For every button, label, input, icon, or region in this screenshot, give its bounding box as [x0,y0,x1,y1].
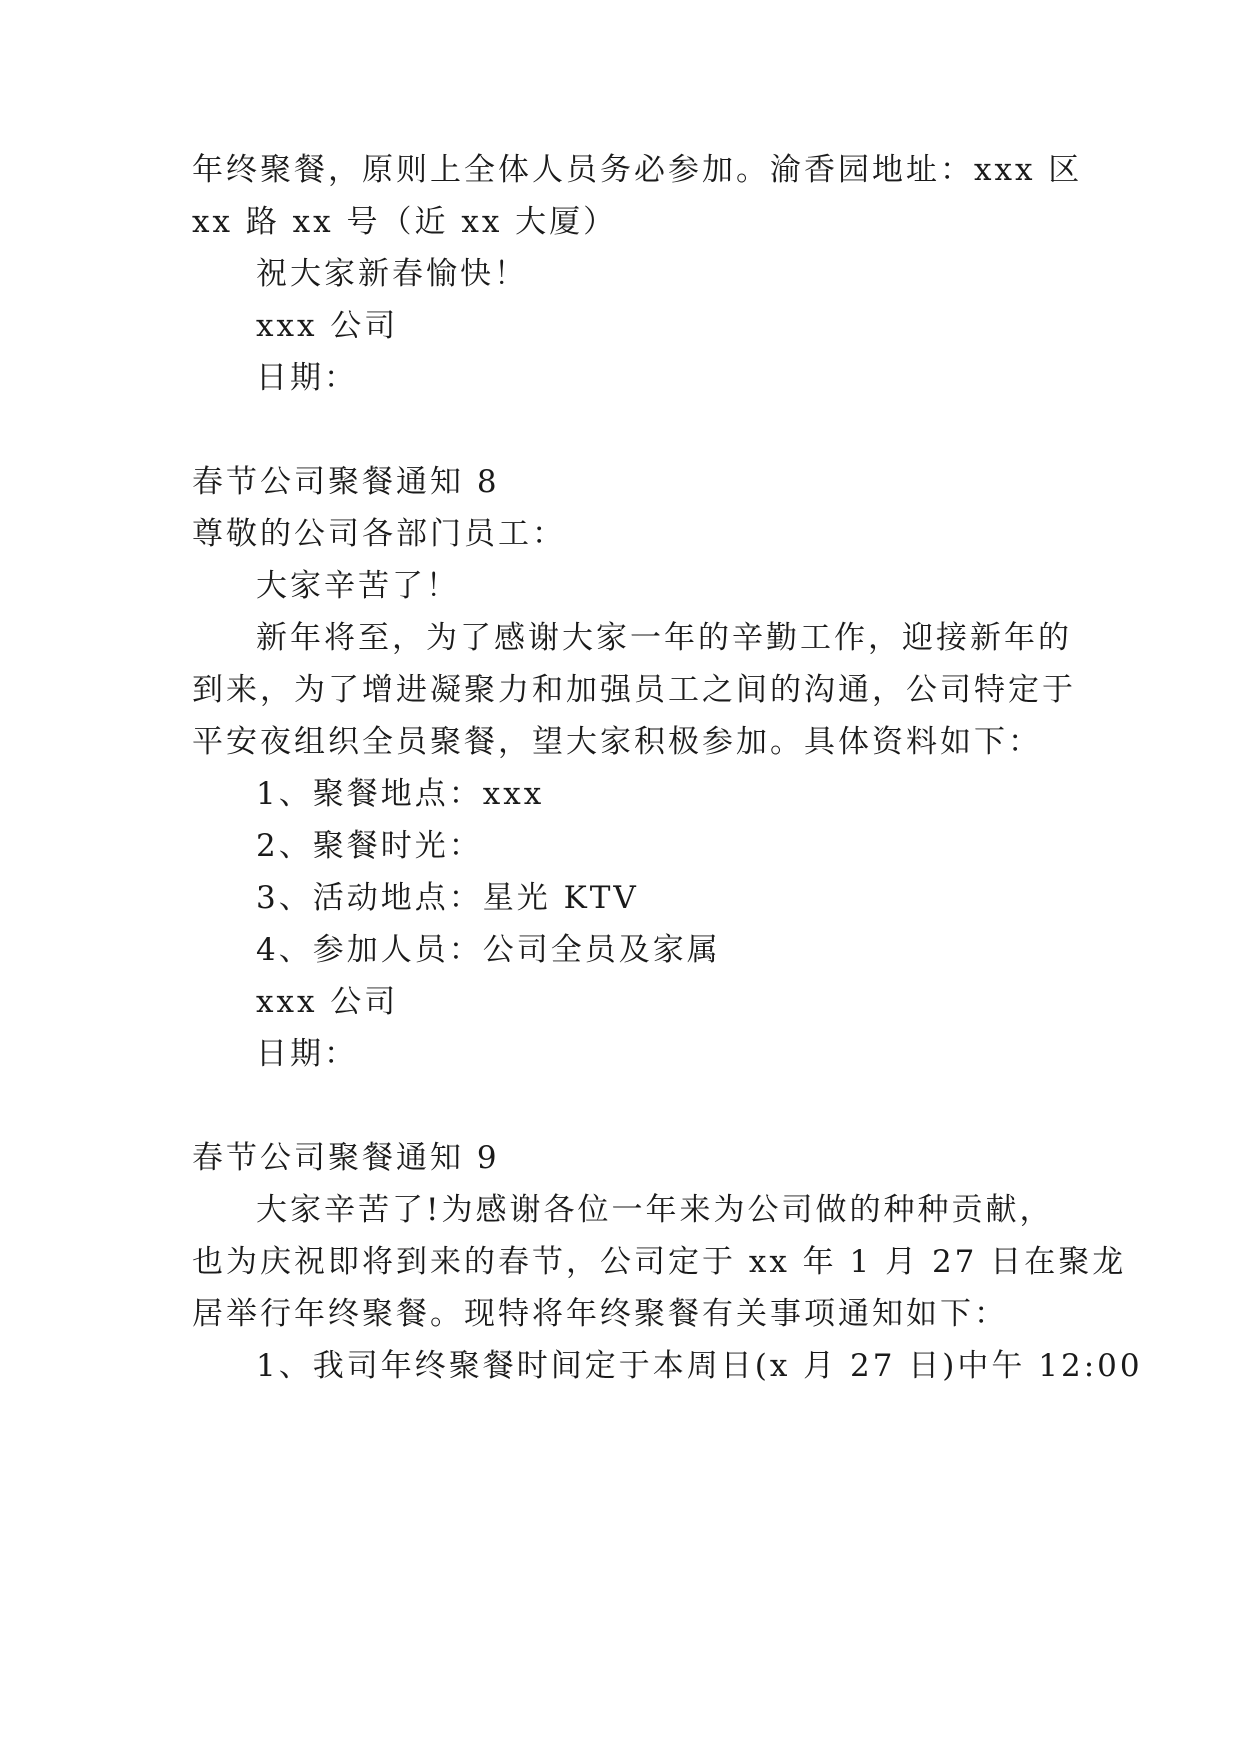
paragraph-line: 也为庆祝即将到来的春节，公司定于 xx 年 1 月 27 日在聚龙 [192,1244,1127,1280]
paragraph-line: 居举行年终聚餐。现特将年终聚餐有关事项通知如下： [192,1296,1008,1332]
paragraph-line: 新年将至，为了感谢大家一年的辛勤工作，迎接新年的 [256,620,1072,656]
list-item: 2、聚餐时光： [256,828,483,864]
paragraph-line: 年终聚餐，原则上全体人员务必参加。渝香园地址：xxx 区 [192,152,1083,188]
company-signature: xxx 公司 [256,984,399,1020]
date-line: 日期： [256,360,358,396]
wishes-line: 祝大家新春愉快！ [256,256,528,292]
salutation: 尊敬的公司各部门员工： [192,516,566,552]
list-item: 1、聚餐地点：xxx [256,776,545,812]
paragraph-line: xx 路 xx 号（近 xx 大厦） [192,204,618,240]
date-line: 日期： [256,1036,358,1072]
list-item: 3、活动地点：星光 KTV [256,880,639,916]
company-signature: xxx 公司 [256,308,399,344]
greeting: 大家辛苦了！ [256,568,460,604]
section-title: 春节公司聚餐通知 8 [192,464,500,500]
paragraph-line: 平安夜组织全员聚餐，望大家积极参加。具体资料如下： [192,724,1042,760]
paragraph-line: 到来，为了增进凝聚力和加强员工之间的沟通，公司特定于 [192,672,1076,708]
list-item: 1、我司年终聚餐时间定于本周日(x 月 27 日)中午 12:00 [256,1348,1143,1384]
list-item: 4、参加人员：公司全员及家属 [256,932,721,968]
section-title: 春节公司聚餐通知 9 [192,1140,500,1176]
paragraph-line: 大家辛苦了!为感谢各位一年来为公司做的种种贡献， [256,1192,1054,1228]
